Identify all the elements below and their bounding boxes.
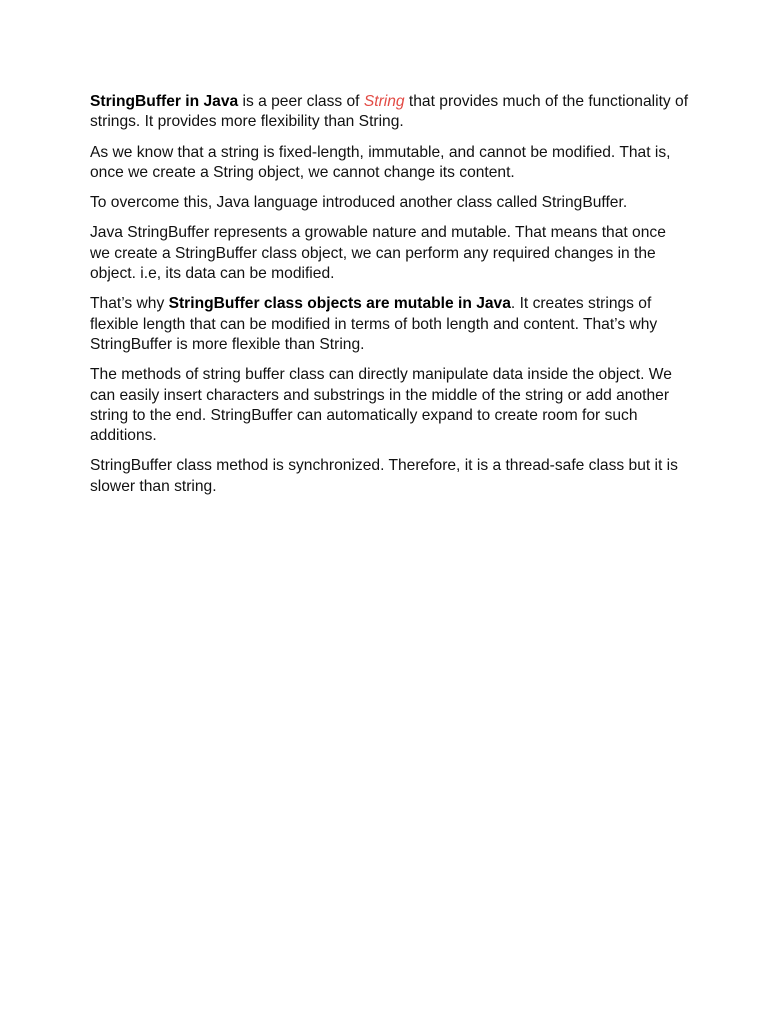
paragraph-immutable: As we know that a string is fixed-length, immutable, and cannot be modified. That is, once we create a String object, we cannot change its content. xyxy=(90,143,671,181)
paragraph-mutable xyxy=(90,294,690,355)
paragraph-intro xyxy=(90,92,690,133)
paragraph-overcome: To overcome this, Java language introduced another class called StringBuffer. xyxy=(90,194,628,212)
paragraph-growable: Java StringBuffer represents a growable nature and mutable. That means that once we create a StringBuffer class object, we can perform any required changes in the object. i.e, its data can be modified. xyxy=(90,224,666,283)
paragraph-text: That’s why xyxy=(90,295,169,313)
paragraph-methods: The methods of string buffer class can directly manipulate data inside the object. We can easily insert characters and substrings in the middle of the string or add another string to the end. StringBuffer can automatically expand to create room for such additions. xyxy=(90,366,672,445)
bold-term-stringbuffer: StringBuffer in Java xyxy=(90,93,239,110)
document-body xyxy=(90,92,690,507)
bold-statement-mutable: StringBuffer class objects are mutable in Java xyxy=(168,295,511,313)
paragraph-synchronized: StringBuffer class method is synchronized. Therefore, it is a thread-safe class but it is slower than string. xyxy=(90,457,678,495)
string-link[interactable]: String xyxy=(363,93,405,110)
paragraph-text: that provides much of the functionality of strings. It provides more flexibility than String. xyxy=(90,93,689,131)
paragraph-text: is a peer class of xyxy=(238,93,364,110)
paragraph-text: . It creates strings of flexible length that can be modified in terms of both length and content. That’s why StringBuffer is more flexible than String. xyxy=(90,295,658,353)
